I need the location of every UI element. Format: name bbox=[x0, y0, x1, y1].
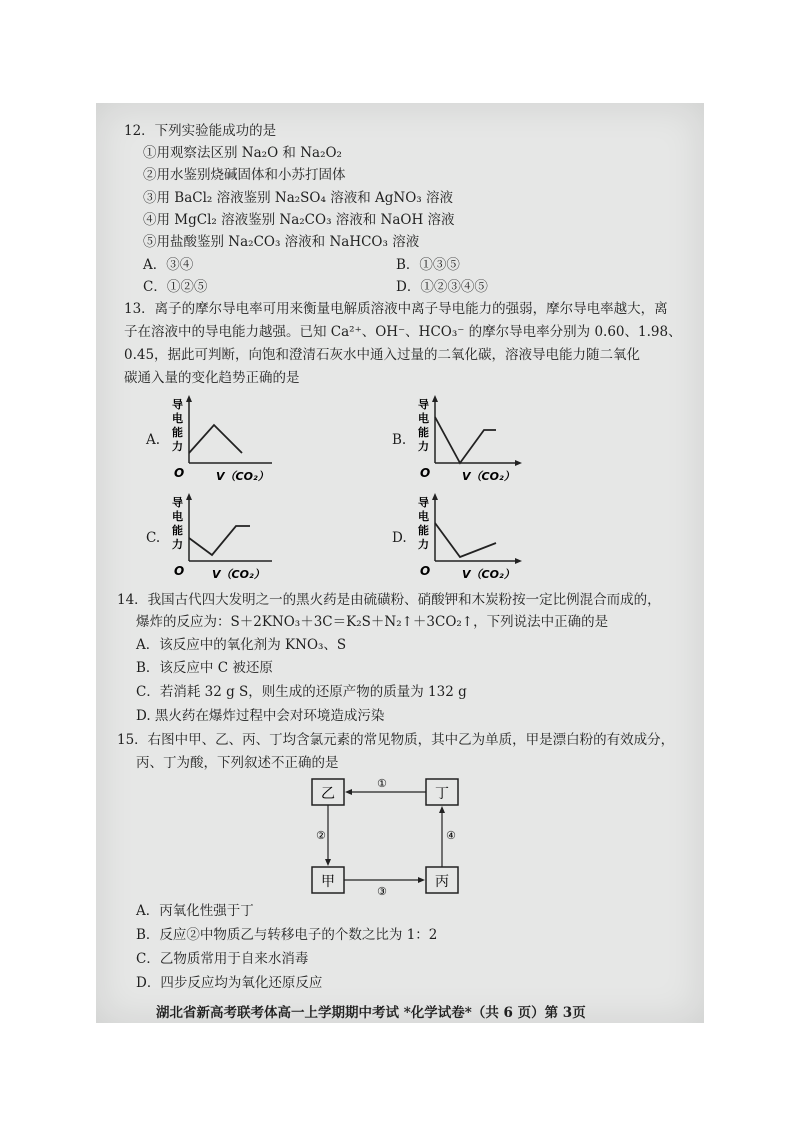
exam-page bbox=[96, 103, 704, 1023]
y-label-char: 力 bbox=[172, 538, 183, 551]
step-4: ④ bbox=[446, 829, 456, 842]
y-label-char: 力 bbox=[418, 538, 429, 551]
q13-line-1: 13．离子的摩尔导电率可用来衡量电解质溶液中离子导电能力的强弱，摩尔导电率越大，离 bbox=[124, 301, 668, 317]
origin-label: O bbox=[174, 466, 185, 480]
x-axis-label: V（CO₂） bbox=[462, 470, 515, 483]
graph-a bbox=[164, 395, 304, 485]
q14-option-d: D. 黑火药在爆炸过程中会对环境造成污染 bbox=[136, 708, 385, 724]
q15-option-a: A．丙氧化性强于丁 bbox=[136, 903, 254, 919]
q13-graph-option-c: C. bbox=[146, 530, 161, 546]
origin-label: O bbox=[420, 466, 431, 480]
curve-c bbox=[189, 526, 250, 555]
box-ding-label: 丁 bbox=[435, 786, 449, 802]
q14-option-c: C．若消耗 32 g S，则生成的还原产物的质量为 132 g bbox=[136, 684, 467, 700]
q12-option-d: D．①②③④⑤ bbox=[396, 279, 488, 295]
graph-b bbox=[410, 395, 550, 485]
curve-b bbox=[435, 417, 496, 463]
box-yi-label: 乙 bbox=[321, 786, 335, 802]
y-label-char: 能 bbox=[418, 426, 429, 439]
y-label-char: 能 bbox=[418, 524, 429, 537]
step-3: ③ bbox=[377, 885, 387, 898]
step-2: ② bbox=[316, 829, 326, 842]
q12-option-a: A．③④ bbox=[143, 257, 194, 273]
curve-d bbox=[435, 523, 496, 557]
x-axis-label: V（CO₂） bbox=[462, 568, 515, 581]
y-label-char: 能 bbox=[172, 426, 183, 439]
q13-line-4: 碳通入量的变化趋势正确的是 bbox=[124, 370, 300, 386]
x-axis-label: V（CO₂） bbox=[216, 470, 269, 483]
q13-graph-option-a: A. bbox=[146, 432, 161, 448]
q14-option-a: A．该反应中的氧化剂为 KNO₃、S bbox=[136, 637, 347, 653]
q15-line-2: 丙、丁为酸，下列叙述不正确的是 bbox=[136, 755, 339, 771]
y-label-char: 导 bbox=[172, 398, 183, 411]
step-1: ① bbox=[377, 777, 387, 790]
y-label-char: 能 bbox=[172, 524, 183, 537]
q15-option-c: C．乙物质常用于自来水消毒 bbox=[136, 951, 309, 967]
y-label-char: 电 bbox=[172, 412, 183, 425]
q13-line-3: 0.45，据此可判断，向饱和澄清石灰水中通入过量的二氧化碳，溶液导电能力随二氧化 bbox=[124, 347, 641, 363]
graph-d bbox=[410, 493, 550, 583]
q12-item-1: ①用观察法区别 Na₂O 和 Na₂O₂ bbox=[143, 145, 342, 161]
q12-item-5: ⑤用盐酸鉴别 Na₂CO₃ 溶液和 NaHCO₃ 溶液 bbox=[143, 234, 420, 250]
origin-label: O bbox=[420, 564, 431, 578]
page-footer: 湖北省新高考联考体高一上学期期中考试 *化学试卷*（共 6 页）第 3页 bbox=[156, 1005, 586, 1021]
y-label-char: 电 bbox=[418, 412, 429, 425]
graph-c bbox=[164, 493, 304, 583]
q15-line-1: 15．右图中甲、乙、丙、丁均含氯元素的常见物质，其中乙为单质，甲是漂白粉的有效成分， bbox=[117, 732, 675, 748]
q13-graph-option-d: D. bbox=[392, 530, 407, 546]
y-label-char: 电 bbox=[172, 510, 183, 523]
box-bing-label: 丙 bbox=[435, 874, 449, 890]
y-label-char: 导 bbox=[418, 398, 429, 411]
q12-item-3: ③用 BaCl₂ 溶液鉴别 Na₂SO₄ 溶液和 AgNO₃ 溶液 bbox=[143, 190, 453, 206]
q12-option-c: C．①②⑤ bbox=[143, 279, 208, 295]
q12-item-4: ④用 MgCl₂ 溶液鉴别 Na₂CO₃ 溶液和 NaOH 溶液 bbox=[143, 212, 455, 228]
chlorine-conversion-diagram bbox=[296, 771, 476, 901]
q14-line-1: 14．我国古代四大发明之一的黑火药是由硫磺粉、硝酸钾和木炭粉按一定比例混合而成的， bbox=[117, 592, 661, 608]
q12-stem: 12．下列实验能成功的是 bbox=[124, 123, 277, 139]
q12-option-b: B．①③⑤ bbox=[396, 257, 460, 273]
q13-graph-option-b: B. bbox=[392, 432, 407, 448]
y-label-char: 导 bbox=[418, 496, 429, 509]
y-label-char: 导 bbox=[172, 496, 183, 509]
q15-option-d: D．四步反应均为氧化还原反应 bbox=[136, 975, 323, 991]
curve-a bbox=[189, 425, 242, 453]
box-jia-label: 甲 bbox=[321, 874, 335, 890]
q15-option-b: B．反应②中物质乙与转移电子的个数之比为 1：2 bbox=[136, 927, 438, 943]
y-label-char: 力 bbox=[172, 440, 183, 453]
q12-item-2: ②用水鉴别烧碱固体和小苏打固体 bbox=[143, 167, 346, 183]
origin-label: O bbox=[174, 564, 185, 578]
q14-line-2: 爆炸的反应为：S＋2KNO₃＋3C＝K₂S＋N₂↑＋3CO₂↑，下列说法中正确的是 bbox=[136, 614, 609, 630]
y-label-char: 电 bbox=[418, 510, 429, 523]
y-label-char: 力 bbox=[418, 440, 429, 453]
q14-option-b: B．该反应中 C 被还原 bbox=[136, 660, 273, 676]
q13-line-2: 子在溶液中的导电能力越强。已知 Ca²⁺、OH⁻、HCO₃⁻ 的摩尔导电率分别为 0.60、1.98、 bbox=[124, 324, 682, 340]
x-axis-label: V（CO₂） bbox=[212, 568, 265, 581]
